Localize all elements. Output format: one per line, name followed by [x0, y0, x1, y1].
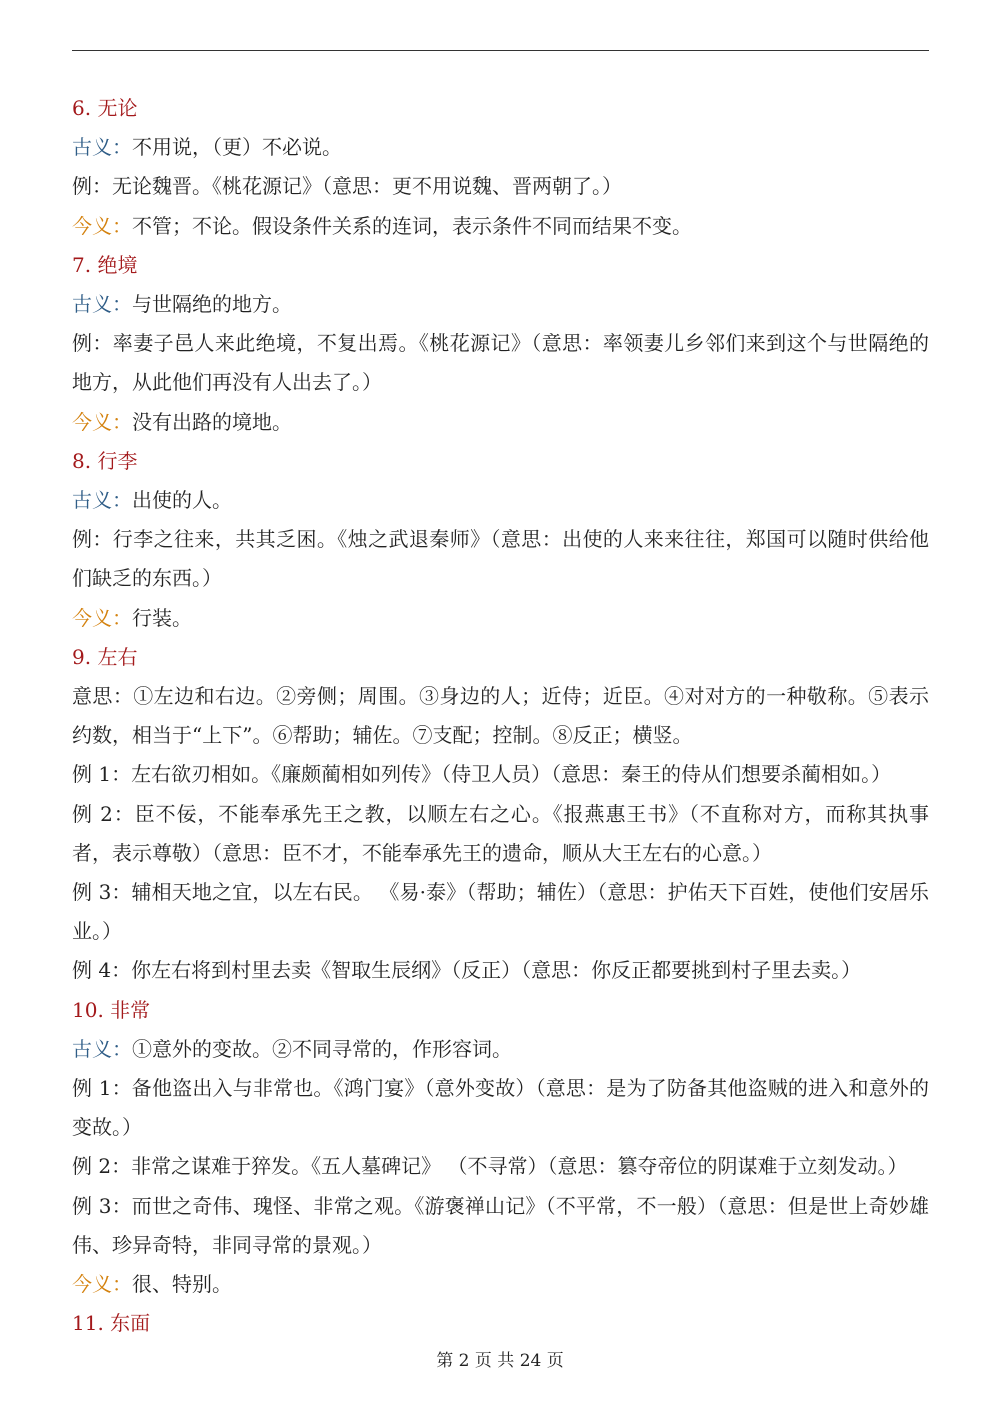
paragraph: [72, 1187, 929, 1265]
section-heading: 7. 绝境: [72, 252, 138, 277]
modern-meaning-label: 今义：: [72, 1272, 132, 1297]
section-heading: 11. 东面: [72, 1311, 151, 1336]
modern-meaning-label: 今义：: [72, 213, 132, 238]
paragraph: [72, 1147, 929, 1186]
paragraph-text: 例：行李之往来，共其乏困。《烛之武退秦师》（意思：出使的人来来往往，郑国可以随时供给他们缺乏的东西。）: [72, 527, 929, 591]
paragraph-text: 例 1：左右欲刃相如。《廉颇蔺相如列传》（侍卫人员）（意思：秦王的侍从们想要杀蔺相如。）: [72, 762, 892, 787]
paragraph: [72, 403, 929, 442]
paragraph-text: 没有出路的境地。: [132, 409, 292, 434]
paragraph: [72, 599, 929, 638]
paragraph-text: 例 2：臣不佞，不能奉承先王之教，以顺左右之心。《报燕惠王书》（不直称对方，而称其执事者，表示尊敬）（意思：臣不才，不能奉承先王的遗命，顺从大王左右的心意。）: [72, 801, 929, 865]
paragraph-text: 不管；不论。假设条件关系的连词，表示条件不同而结果不变。: [132, 213, 692, 238]
paragraph: [72, 481, 929, 520]
modern-meaning-label: 今义：: [72, 605, 132, 630]
paragraph-text: 出使的人。: [132, 488, 232, 513]
paragraph-text: 例：率妻子邑人来此绝境，不复出焉。《桃花源记》（意思：率领妻儿乡邻们来到这个与世隔绝的地方，从此他们再没有人出去了。）: [72, 331, 929, 395]
paragraph-text: 例 4：你左右将到村里去卖《智取生辰纲》（反正）（意思：你反正都要挑到村子里去卖。）: [72, 958, 862, 983]
header-rule: [72, 50, 929, 51]
paragraph: [72, 677, 929, 755]
ancient-meaning-label: 古义：: [72, 135, 132, 160]
paragraph-text: ①意外的变故。②不同寻常的，作形容词。: [132, 1036, 512, 1061]
paragraph: [72, 1030, 929, 1069]
section-heading: 9. 左右: [72, 644, 138, 669]
paragraph-text: 很、特别。: [132, 1272, 232, 1297]
section-heading: 10. 非常: [72, 997, 151, 1022]
paragraph: [72, 873, 929, 951]
page-footer: 第 2 页 共 24 页: [436, 1351, 564, 1371]
paragraph-text: 例 1：备他盗出入与非常也。《鸿门宴》（意外变故）（意思：是为了防备其他盗贼的进入和意外的变故。）: [72, 1076, 929, 1140]
document-body: [72, 89, 929, 1344]
paragraph: [72, 795, 929, 873]
paragraph-text: 与世隔绝的地方。: [132, 292, 292, 317]
modern-meaning-label: 今义：: [72, 409, 132, 434]
paragraph: [72, 951, 929, 990]
paragraph-text: 例 3：而世之奇伟、瑰怪、非常之观。《游褒禅山记》（不平常，不一般）（意思：但是世上奇妙雄伟、珍异奇特，非同寻常的景观。）: [72, 1193, 929, 1257]
paragraph-text: 例：无论魏晋。《桃花源记》（意思：更不用说魏、晋两朝了。）: [72, 174, 622, 199]
paragraph: [72, 755, 929, 794]
ancient-meaning-label: 古义：: [72, 488, 132, 513]
paragraph-text: 不用说，（更）不必说。: [132, 135, 342, 160]
section-heading: 6. 无论: [72, 96, 138, 120]
paragraph: [72, 1265, 929, 1304]
paragraph: [72, 324, 929, 402]
paragraph: [72, 520, 929, 598]
paragraph-text: 行装。: [132, 605, 192, 630]
paragraph-text: 例 3：辅相天地之宜，以左右民。 《易·泰》（帮助；辅佐）（意思：护佑天下百姓，使他们安居乐业。）: [72, 880, 929, 944]
section-heading: 8. 行李: [72, 448, 138, 473]
paragraph: [72, 128, 929, 167]
paragraph: [72, 285, 929, 324]
paragraph-text: 意思：①左边和右边。②旁侧；周围。③身边的人；近侍；近臣。④对对方的一种敬称。⑤表示约数，相当于“上下”。⑥帮助；辅佐。⑦支配；控制。⑧反正；横竖。: [72, 684, 929, 748]
paragraph-text: 例 2：非常之谋难于猝发。《五人墓碑记》 （不寻常）（意思：篡夺帝位的阴谋难于立刻发动。）: [72, 1154, 908, 1179]
ancient-meaning-label: 古义：: [72, 1036, 132, 1061]
ancient-meaning-label: 古义：: [72, 292, 132, 317]
paragraph: [72, 1069, 929, 1147]
paragraph: [72, 207, 929, 246]
paragraph: [72, 167, 929, 206]
